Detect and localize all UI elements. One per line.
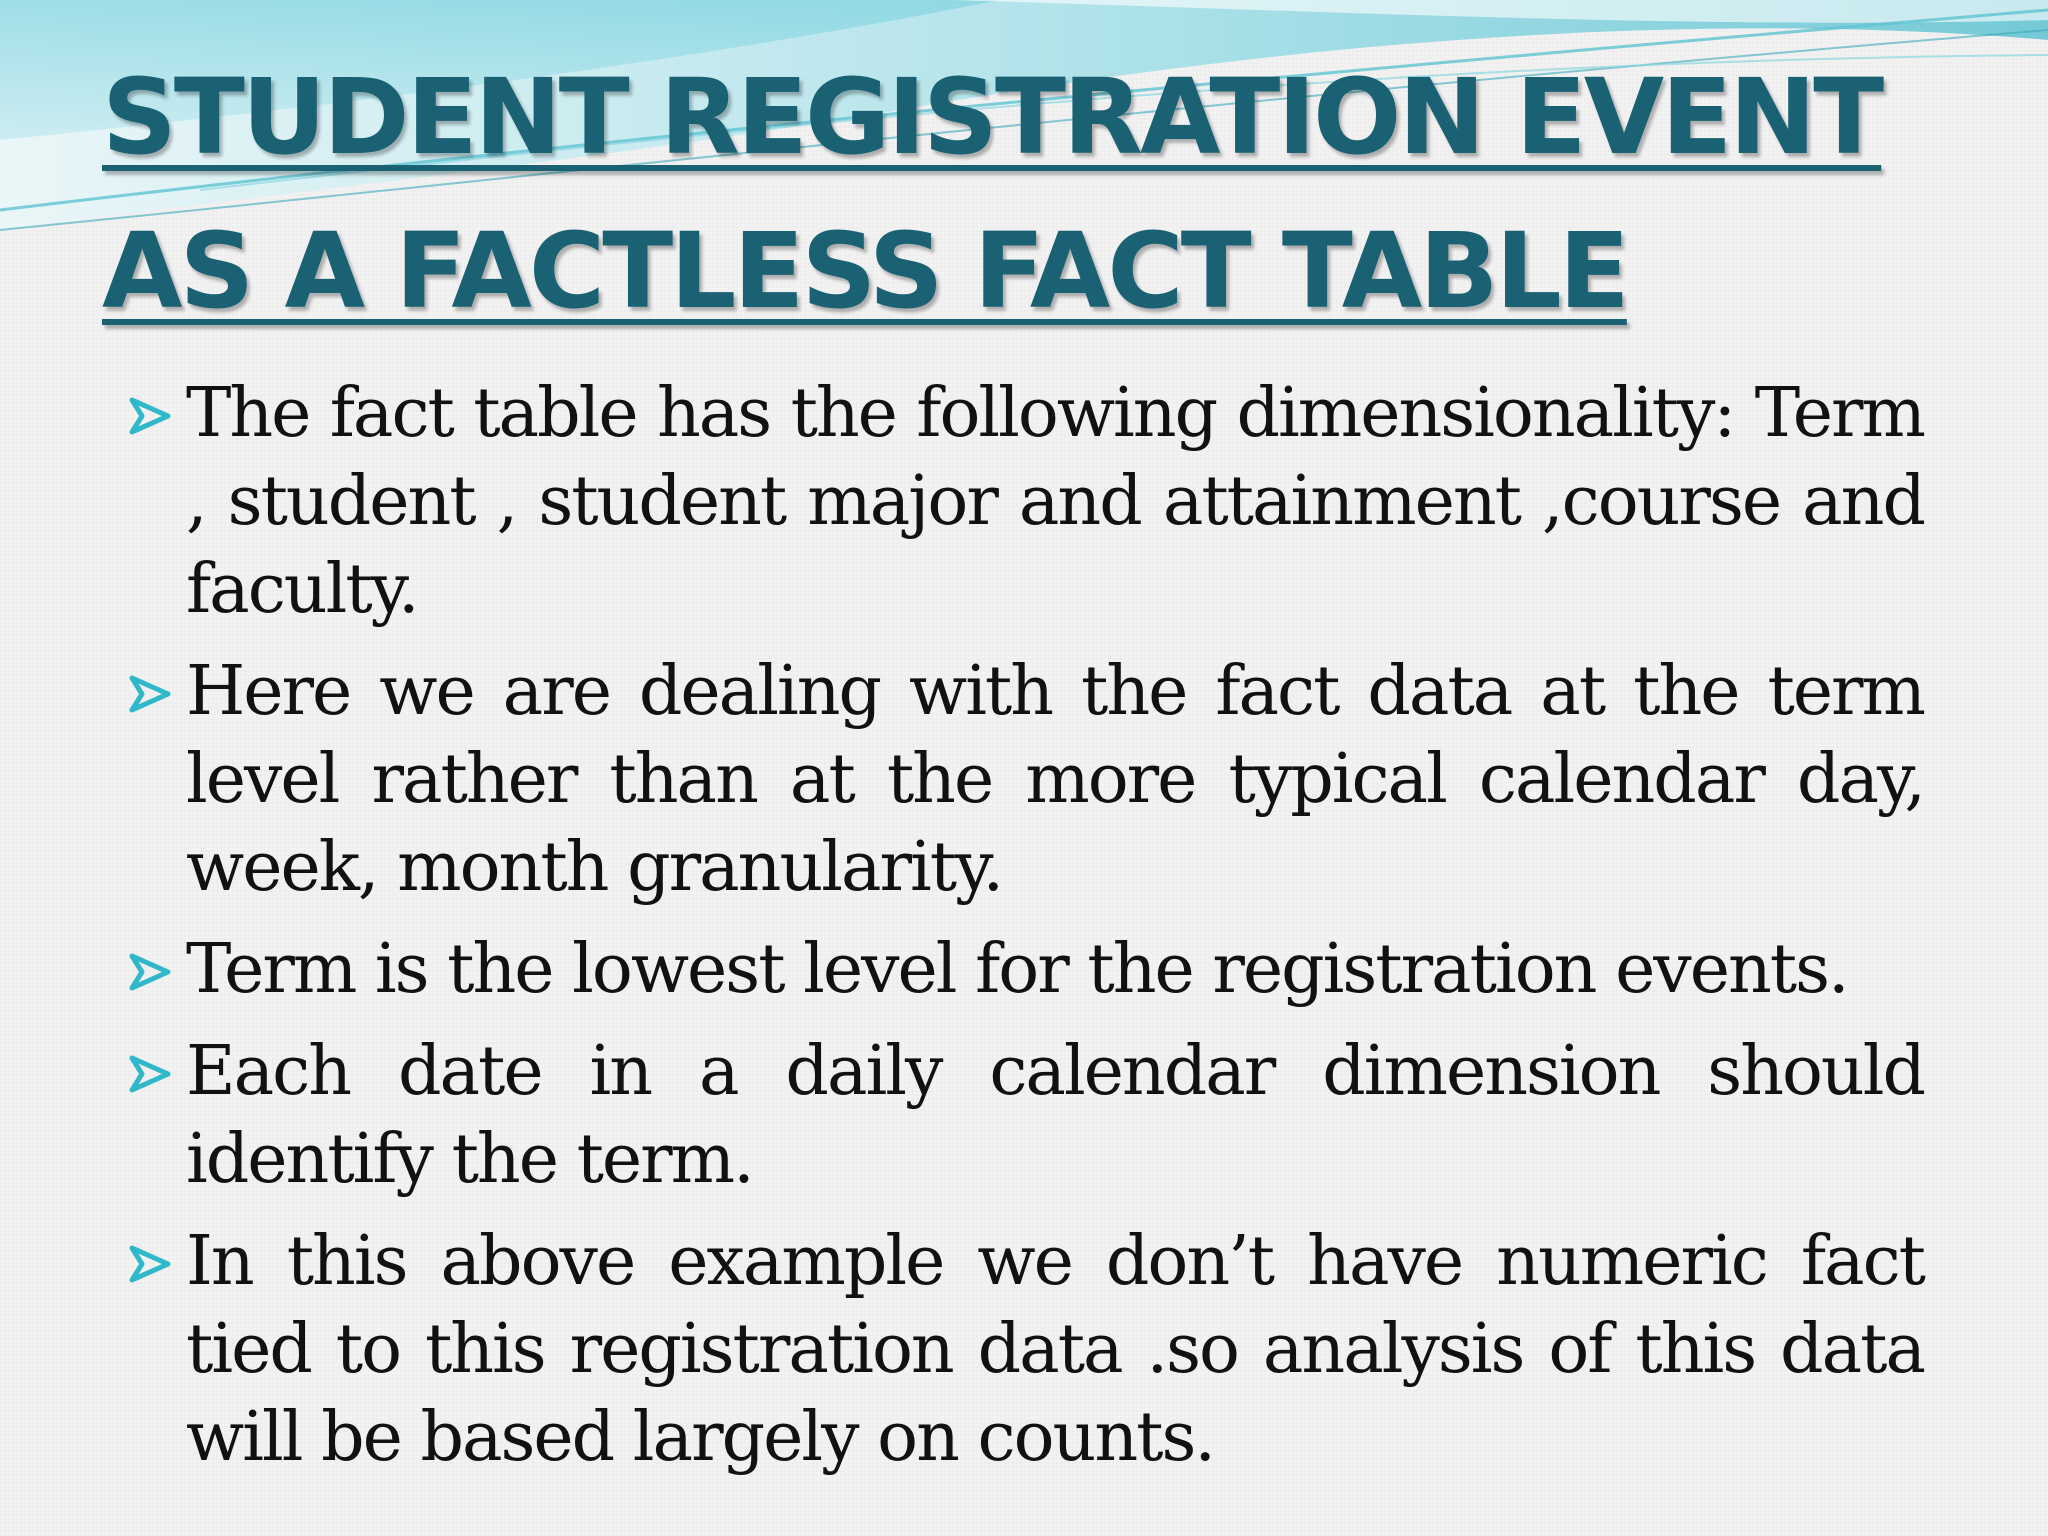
title-line-1: STUDENT REGISTRATION EVENT — [102, 56, 1882, 178]
bullet-text: In this above example we don’t have numeric fact tied to this registration data .so analysis of this data will be based largely on counts. — [186, 1222, 1924, 1477]
bullet-text: Here we are dealing with the fact data at the term level rather than at the more typical calendar day, week, month granularity. — [186, 652, 1924, 907]
bullet-text: The fact table has the following dimensionality: Term , student , student major and attainment ,course and faculty. — [186, 374, 1924, 629]
bullet-item — [128, 648, 1924, 912]
arrow-bullet-icon — [128, 674, 172, 714]
bullet-item — [128, 1028, 1924, 1204]
arrow-bullet-icon — [128, 952, 172, 992]
bullet-item — [128, 1218, 1924, 1482]
arrow-bullet-icon — [128, 1244, 172, 1284]
arrow-bullet-icon — [128, 1054, 172, 1094]
bullet-list — [128, 370, 1924, 1496]
bullet-item — [128, 926, 1924, 1014]
slide-title — [102, 40, 1982, 348]
bullet-text: Each date in a daily calendar dimension should identify the term. — [186, 1032, 1924, 1199]
bullet-text: Term is the lowest level for the registration events. — [186, 930, 1848, 1009]
title-line-2: AS A FACTLESS FACT TABLE — [102, 210, 1627, 332]
bullet-item — [128, 370, 1924, 634]
arrow-bullet-icon — [128, 396, 172, 436]
